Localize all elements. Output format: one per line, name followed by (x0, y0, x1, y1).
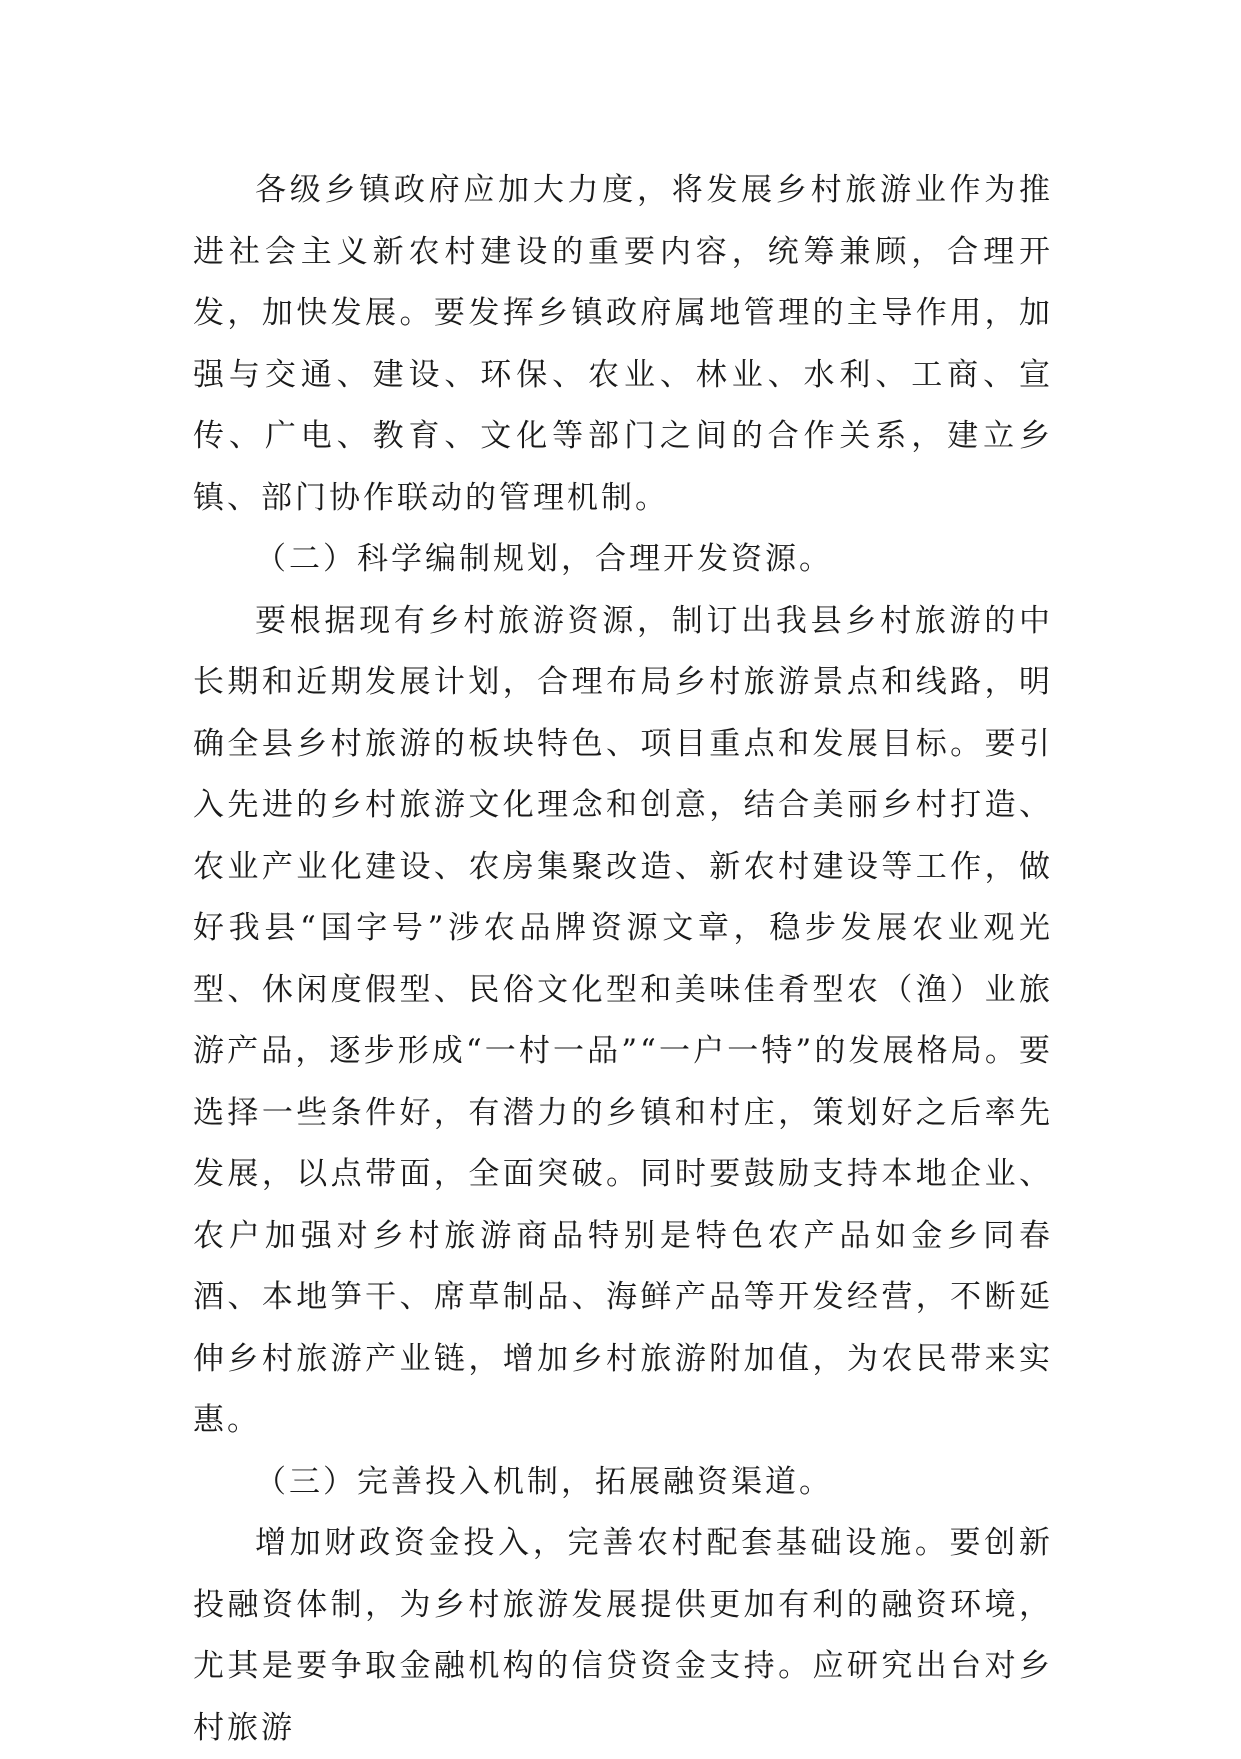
paragraph-planning-resources: 要根据现有乡村旅游资源，制订出我县乡村旅游的中长期和近期发展计划，合理布局乡村旅游景点和线路，明确全县乡村旅游的板块特色、项目重点和发展目标。要引入先进的乡村旅游文化理念和创意，结合美丽乡村打造、农业产业化建设、农房集聚改造、新农村建设等工作，做好我县“国字号”涉农品牌资源文章，稳步发展农业观光型、休闲度假型、民俗文化型和美味佳肴型农（渔）业旅游产品，逐步形成“一村一品”“一户一特”的发展格局。要选择一些条件好，有潜力的乡镇和村庄，策划好之后率先发展，以点带面，全面突破。同时要鼓励支持本地企业、农户加强对乡村旅游商品特别是特色农产品如金乡同春酒、本地笋干、席草制品、海鲜产品等开发经营，不断延伸乡村旅游产业链，增加乡村旅游附加值，为农民带来实惠。 (193, 602, 1053, 1438)
document-body (193, 160, 1053, 1759)
paragraph-investment-financing: 增加财政资金投入，完善农村配套基础设施。要创新投融资体制，为乡村旅游发展提供更加有利的融资环境，尤其是要争取金融机构的信贷资金支持。应研究出台对乡村旅游 (193, 1525, 1053, 1746)
paragraph-township-government: 各级乡镇政府应加大力度，将发展乡村旅游业作为推进社会主义新农村建设的重要内容，统筹兼顾，合理开发，加快发展。要发挥乡镇政府属地管理的主导作用，加强与交通、建设、环保、农业、林业、水利、工商、宣传、广电、教育、文化等部门之间的合作关系，建立乡镇、部门协作联动的管理机制。 (193, 172, 1053, 516)
section-heading-planning: （二）科学编制规划，合理开发资源。 (255, 541, 833, 577)
section-heading-investment: （三）完善投入机制，拓展融资渠道。 (255, 1463, 833, 1500)
